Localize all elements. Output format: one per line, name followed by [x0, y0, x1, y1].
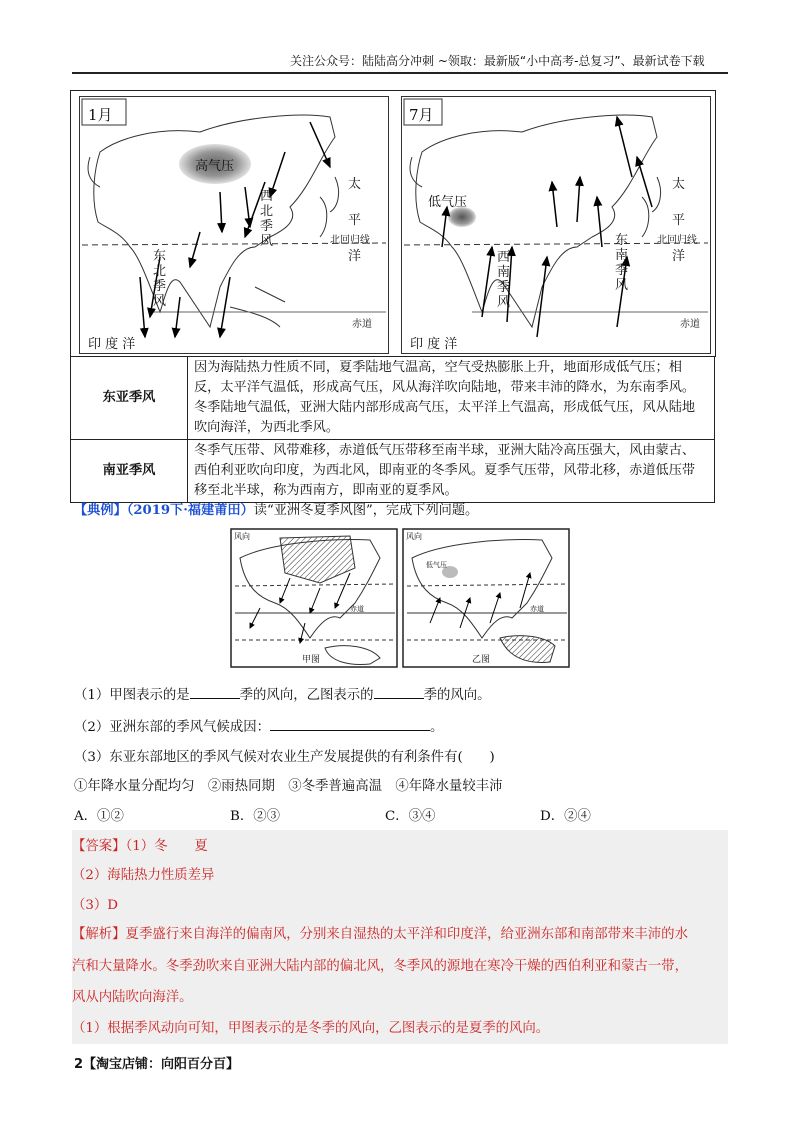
january-map: [79, 96, 389, 354]
row-text: 因为海陆热力性质不同，夏季陆地气温高，空气受热膨胀上升，地面形成低气压；相反，太平洋气温低，形成高气压，风从海洋吹向陆地，带来丰沛的降水，为东南季风。冬季陆地气温低，亚洲大陆内部形成高气压，太平洋上气温高，形成低气压，风从陆地吹向海洋，为西北季风。: [188, 357, 715, 440]
small-equator-right: 赤道: [530, 605, 544, 613]
q1-blank-1[interactable]: [190, 684, 240, 699]
analysis-line-1: 【解析】夏季盛行来自海洋的偏南风，分别来自湿热的太平洋和印度洋，给亚洲东部和南部带来丰沛的水: [72, 927, 688, 942]
asia-monsoon-small-maps: [230, 528, 570, 668]
analysis-line-4: （1）根据季风动向可知，甲图表示的是冬季的风向，乙图表示的是夏季的风向。: [72, 1021, 550, 1036]
pacific-ocean-label-july: 太平洋: [672, 177, 686, 264]
q2-text-b: 。: [430, 720, 444, 735]
answer-line-2: （2）海陆热力性质差异: [72, 868, 215, 883]
choice-c[interactable]: C．③④: [385, 809, 436, 824]
equator-label-july: 赤道: [680, 319, 700, 330]
tropic-label: 北回归线: [330, 235, 370, 246]
choice-a[interactable]: A．①②: [74, 809, 124, 824]
example-source: （2019下·福建莆田）: [126, 503, 254, 518]
q1-text-a: （1）甲图表示的是: [74, 688, 190, 703]
pacific-ocean-label: 太平洋: [348, 177, 362, 264]
southwest-monsoon-label: 西南季风: [497, 250, 511, 310]
indian-ocean-label: 印 度 洋: [88, 337, 136, 352]
q1-text-b: 季的风向，乙图表示的: [239, 688, 374, 703]
question-3: （3）东亚东部地区的季风气候对农业生产发展提供的有利条件有( ): [74, 750, 495, 765]
page-footer: 2【淘宝店铺：向阳百分百】: [74, 1057, 240, 1072]
small-equator-left: 赤道: [350, 605, 364, 613]
small-maps-graphic: [230, 528, 570, 668]
low-pressure-label: 低气压: [428, 195, 468, 210]
row-head: 东亚季风: [71, 357, 188, 440]
row-head: 南亚季风: [71, 440, 188, 503]
tropic-label-july: 北回归线: [657, 235, 697, 246]
q1-text-c: 季的风向。: [423, 688, 491, 703]
high-pressure-label: 高气压: [195, 159, 235, 174]
jia-map-label: 甲图: [302, 655, 321, 665]
january-map-graphic: [80, 97, 388, 353]
answer-line-1: 【答案】（1）冬 夏: [72, 839, 208, 854]
header-rule: [72, 72, 728, 74]
question-3-options: ①年降水量分配均匀 ②雨热同期 ③冬季普遍高温 ④年降水量较丰沛: [74, 779, 503, 794]
northwest-monsoon-label: 西北季风: [260, 189, 274, 249]
small-low-pressure-label: 低气压: [426, 561, 447, 569]
january-month-label: 1月: [88, 106, 113, 124]
southeast-monsoon-label: 东南季风: [615, 233, 629, 293]
left-wind-dir-label: 风向: [234, 532, 250, 541]
analysis-line-2: 汽和大量降水。冬季劲吹来自亚洲大陆内部的偏北风，冬季风的源地在寒冷干燥的西伯利亚和蒙古一带，: [72, 959, 688, 974]
yi-map-label: 乙图: [472, 655, 491, 665]
table-row: [71, 357, 715, 440]
july-map: [401, 96, 711, 354]
july-map-graphic: [402, 97, 710, 353]
equator-label: 赤道: [352, 319, 372, 330]
monsoon-table: [70, 356, 715, 503]
choice-b[interactable]: B．②③: [230, 809, 281, 824]
question-2: [74, 716, 443, 735]
page-header: 关注公众号：陆陆高分冲刺 ~领取：最新版“小中高考-总复习”、最新试卷下载: [290, 54, 705, 68]
northeast-monsoon-label: 东北季风: [153, 249, 167, 309]
example-tag: 【典例】: [74, 503, 127, 518]
q2-blank[interactable]: [270, 716, 430, 731]
q1-blank-2[interactable]: [374, 684, 424, 699]
right-wind-dir-label: 风向: [406, 532, 422, 541]
q2-text-a: （2）亚洲东部的季风气候成因：: [74, 720, 270, 735]
monsoon-maps-panel: [70, 90, 716, 357]
question-1: [74, 684, 491, 703]
table-row: [71, 440, 715, 503]
july-month-label: 7月: [409, 106, 434, 124]
example-text: 读“亚洲冬夏季风图”，完成下列问题。: [253, 503, 479, 518]
choice-d[interactable]: D．②④: [540, 809, 591, 824]
answer-line-3: （3）D: [72, 898, 119, 913]
example-line: [74, 499, 478, 518]
analysis-line-3: 风从内陆吹向海洋。: [72, 990, 193, 1005]
row-text: 冬季气压带、风带难移，赤道低气压带移至南半球，亚洲大陆冷高压强大，风由蒙古、西伯利亚吹向印度，为西北风，即南亚的冬季风。夏季气压带，风带北移，赤道低压带移至北半球，称为西南方，即南亚的夏季风。: [188, 440, 715, 503]
indian-ocean-label-july: 印 度 洋: [410, 337, 458, 352]
